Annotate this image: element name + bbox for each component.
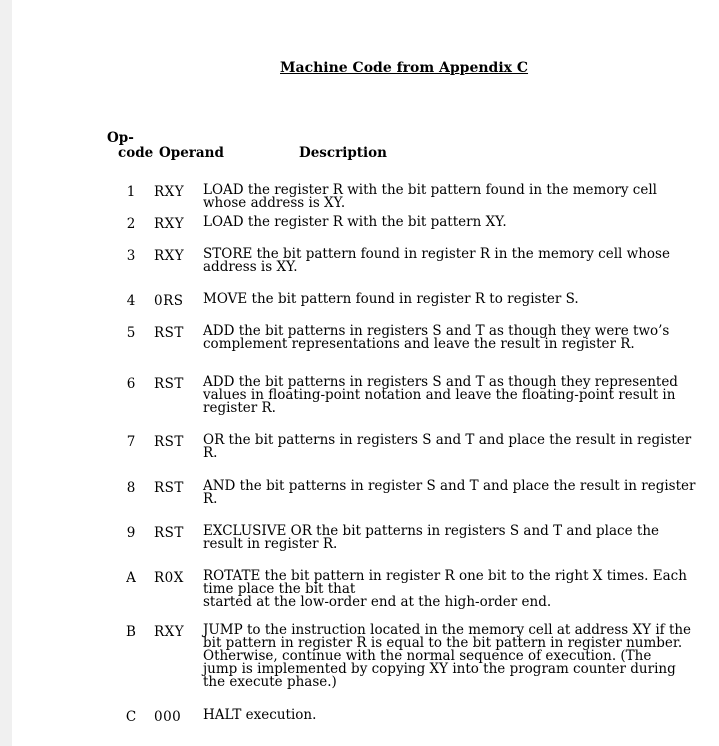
description-cell: [203, 184, 698, 210]
opcode-cell: 3: [126, 248, 136, 264]
description-line: R.: [203, 491, 218, 507]
opcode-cell: A: [126, 570, 136, 586]
operand-cell: RST: [154, 434, 184, 450]
operand-cell: R0X: [154, 570, 184, 586]
description-cell: [203, 624, 698, 689]
operand-cell: 000: [154, 709, 182, 725]
operand-cell: 0RS: [154, 293, 184, 309]
description-cell: [203, 570, 698, 609]
opcode-cell: B: [126, 624, 136, 640]
description-line: started at the low-order end at the high-order end.: [203, 594, 552, 610]
description-line: jump is implemented by copying XY into the program counter during: [203, 661, 676, 677]
header-op: Op-: [107, 130, 134, 146]
description-line: the execute phase.): [203, 674, 337, 690]
description-cell: [203, 525, 698, 551]
description-cell: [203, 293, 698, 306]
operand-cell: RST: [154, 325, 184, 341]
opcode-cell: 9: [126, 525, 136, 541]
operand-cell: RST: [154, 525, 184, 541]
opcode-cell: 2: [126, 216, 136, 232]
description-cell: [203, 376, 698, 415]
header-description: Description: [299, 145, 387, 161]
opcode-cell: 6: [126, 376, 136, 392]
description-line: MOVE the bit pattern found in register R to register S.: [203, 291, 579, 307]
description-line: R.: [203, 445, 218, 461]
description-line: Otherwise, continue with the normal sequence of execution. (The: [203, 648, 652, 664]
description-line: EXCLUSIVE OR the bit patterns in registers S and T and place the: [203, 523, 660, 539]
operand-cell: RST: [154, 480, 184, 496]
description-cell: [203, 709, 698, 722]
opcode-cell: 7: [126, 434, 136, 450]
description-cell: [203, 480, 698, 506]
operand-cell: RXY: [154, 216, 185, 232]
description-line: ADD the bit patterns in registers S and T as though they represented: [203, 374, 678, 390]
description-cell: [203, 216, 698, 229]
description-line: ROTATE the bit pattern in register R one bit to the right X times. Each: [203, 568, 687, 584]
description-line: AND the bit patterns in register S and T and place the result in register: [203, 478, 696, 494]
description-line: complement representations and leave the result in register R.: [203, 336, 635, 352]
description-line: JUMP to the instruction located in the memory cell at address XY if the: [203, 622, 692, 638]
description-line: ADD the bit patterns in registers S and T as though they were two’s: [203, 323, 670, 339]
opcode-cell: 4: [126, 293, 136, 309]
opcode-cell: C: [125, 709, 137, 725]
description-line: result in register R.: [203, 536, 338, 552]
description-line: address is XY.: [203, 259, 298, 275]
description-line: whose address is XY.: [203, 195, 346, 211]
description-line: bit pattern in register R is equal to the bit pattern in register number.: [203, 635, 683, 651]
document-title: Machine Code from Appendix C: [280, 60, 529, 76]
description-cell: [203, 434, 698, 460]
description-line: time place the bit that: [203, 581, 356, 597]
header-code: code: [118, 145, 154, 161]
opcode-cell: 8: [126, 480, 136, 496]
document-page: [12, 0, 719, 746]
description-line: values in floating-point notation and leave the floating-point result in: [203, 387, 676, 403]
header-operand: Operand: [159, 145, 224, 161]
opcode-cell: 5: [126, 325, 136, 341]
description-cell: [203, 248, 698, 274]
opcode-cell: 1: [126, 184, 136, 200]
operand-cell: RXY: [154, 184, 185, 200]
operand-cell: RXY: [154, 248, 185, 264]
operand-cell: RST: [154, 376, 184, 392]
description-cell: [203, 325, 698, 351]
operand-cell: RXY: [154, 624, 185, 640]
description-line: register R.: [203, 400, 276, 416]
description-line: LOAD the register R with the bit pattern found in the memory cell: [203, 182, 657, 198]
description-line: OR the bit patterns in registers S and T and place the result in register: [203, 432, 692, 448]
description-line: LOAD the register R with the bit pattern XY.: [203, 214, 507, 230]
description-line: STORE the bit pattern found in register R in the memory cell whose: [203, 246, 670, 262]
description-line: HALT execution.: [203, 707, 317, 723]
